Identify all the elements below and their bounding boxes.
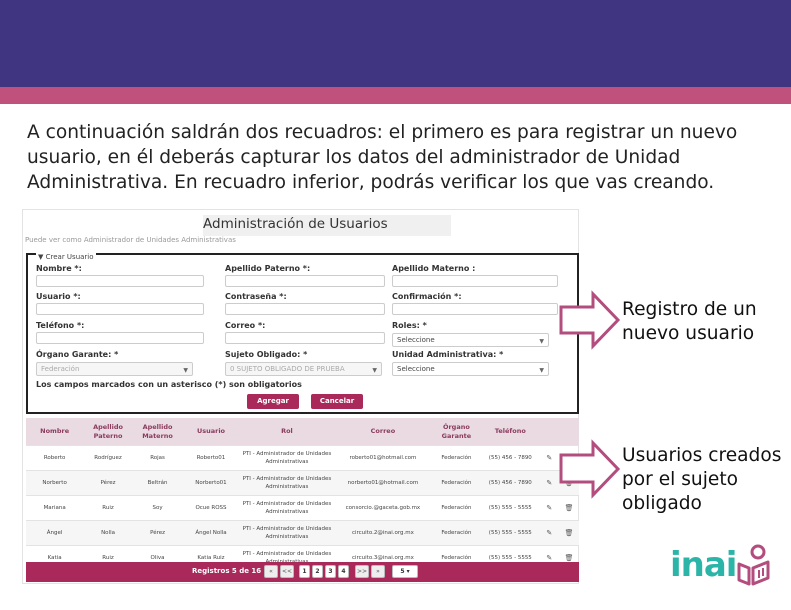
table-cell: PTI - Administrador de Unidades Administrativas bbox=[240, 521, 335, 546]
table-cell: Norberto bbox=[26, 471, 83, 496]
column-header[interactable]: Apellido Materno bbox=[133, 418, 183, 446]
trash-icon[interactable]: 🗑 bbox=[559, 496, 579, 521]
first-page-button[interactable]: « bbox=[264, 565, 278, 578]
table-cell: Soy bbox=[133, 496, 183, 521]
table-cell: norberto01@hotmail.com bbox=[334, 471, 431, 496]
pencil-icon[interactable]: ✎ bbox=[539, 471, 559, 496]
contrasena-label: Contraseña *: bbox=[225, 292, 287, 301]
table-cell: Federación bbox=[432, 446, 482, 471]
pencil-icon[interactable]: ✎ bbox=[539, 521, 559, 546]
table-cell: Rojas bbox=[133, 446, 183, 471]
page-2-button[interactable]: 2 bbox=[312, 565, 323, 578]
table-cell: roberto01@hotmail.com bbox=[334, 446, 431, 471]
page-title: Administración de Usuarios bbox=[203, 216, 388, 232]
column-header[interactable]: Apellido Paterno bbox=[83, 418, 133, 446]
callout-registro: Registro de un nuevo usuario bbox=[622, 299, 757, 344]
apellido-materno-label: Apellido Materno : bbox=[392, 264, 476, 273]
table-cell: Ángel bbox=[26, 521, 83, 546]
table-cell: Katia Ruiz bbox=[182, 546, 239, 571]
page-size-select[interactable]: 5 ▾ bbox=[392, 565, 418, 578]
column-header[interactable]: Rol bbox=[240, 418, 335, 446]
chevron-down-icon: ▼ bbox=[183, 367, 188, 374]
column-header[interactable]: Órgano Garante bbox=[432, 418, 482, 446]
table-cell: Ruiz bbox=[83, 546, 133, 571]
trash-icon[interactable]: 🗑 bbox=[559, 521, 579, 546]
table-cell: Roberto bbox=[26, 446, 83, 471]
add-button[interactable]: Agregar bbox=[247, 394, 299, 409]
table-cell: (55) 456 - 7890 bbox=[481, 446, 539, 471]
page-1-button[interactable]: 1 bbox=[299, 565, 310, 578]
chevron-down-icon: ▾ bbox=[406, 568, 410, 575]
column-header[interactable]: Correo bbox=[334, 418, 431, 446]
confirmacion-label: Confirmación *: bbox=[392, 292, 462, 301]
correo-label: Correo *: bbox=[225, 321, 266, 330]
table-cell: Federación bbox=[432, 521, 482, 546]
unidad-administrativa-select[interactable]: Seleccione ▼ bbox=[392, 362, 549, 376]
prev-pages-button[interactable]: << bbox=[280, 565, 294, 578]
column-header[interactable]: Teléfono bbox=[481, 418, 539, 446]
arrow-right-icon bbox=[561, 443, 618, 495]
arrow-right-icon bbox=[561, 294, 618, 346]
last-page-button[interactable]: » bbox=[371, 565, 385, 578]
nombre-label: Nombre *: bbox=[36, 264, 82, 273]
page-3-button[interactable]: 3 bbox=[325, 565, 336, 578]
required-note: Los campos marcados con un asterisco (*) son obligatorios bbox=[36, 380, 302, 389]
table-cell: circuito.2@inai.org.mx bbox=[334, 521, 431, 546]
table-cell: PTI - Administrador de Unidades bbox=[240, 546, 335, 571]
pencil-icon[interactable]: ✎ bbox=[539, 496, 559, 521]
table-cell: Federación bbox=[432, 496, 482, 521]
page-4-button[interactable]: 4 bbox=[338, 565, 349, 578]
table-cell: Rodríguez bbox=[83, 446, 133, 471]
chevron-down-icon: ▼ bbox=[539, 367, 544, 374]
table-cell: Federación bbox=[432, 471, 482, 496]
roles-label: Roles: * bbox=[392, 321, 427, 330]
table-cell: PTI - Administrador de Unidades Administrativas bbox=[240, 446, 335, 471]
callout-usuarios: Usuarios creados por el sujeto obligado bbox=[622, 445, 782, 514]
roles-select[interactable]: Seleccione ▼ bbox=[392, 333, 549, 347]
cancel-button[interactable]: Cancelar bbox=[311, 394, 363, 409]
table-cell: Katia bbox=[26, 546, 83, 571]
table-cell: (55) 456 - 7890 bbox=[481, 471, 539, 496]
table-cell: (55) 555 - 5555 bbox=[481, 521, 539, 546]
records-count: Registros 5 de 16 bbox=[192, 567, 262, 575]
next-pages-button[interactable]: >> bbox=[355, 565, 369, 578]
pencil-icon[interactable]: ✎ bbox=[539, 546, 559, 571]
pencil-icon[interactable]: ✎ bbox=[539, 446, 559, 471]
table-cell: (55) 555 - 5555 bbox=[481, 496, 539, 521]
table-cell: Oliva bbox=[133, 546, 183, 571]
table-cell: Mariana bbox=[26, 496, 83, 521]
unidad-administrativa-label: Unidad Administrativa: * bbox=[392, 350, 504, 359]
apellido-paterno-label: Apellido Paterno *: bbox=[225, 264, 311, 273]
table-cell: Ruiz bbox=[83, 496, 133, 521]
table-cell: (55) 555 - 5555 bbox=[481, 546, 539, 571]
table-cell: Pérez bbox=[133, 521, 183, 546]
table-cell: circuito.3@inai.org.mx bbox=[334, 546, 431, 571]
organo-garante-select[interactable]: Federación ▼ bbox=[36, 362, 193, 376]
breadcrumb: Puede ver como Administrador de Unidades Administrativas bbox=[25, 236, 236, 244]
inai-logo: inai bbox=[670, 545, 737, 585]
table-cell: Ocue ROSS bbox=[182, 496, 239, 521]
table-cell: Ángel Nolla bbox=[182, 521, 239, 546]
usuario-label: Usuario *: bbox=[36, 292, 81, 301]
table-cell: Norberto01 bbox=[182, 471, 239, 496]
chevron-down-icon: ▼ bbox=[372, 367, 377, 374]
table-cell: consorcio.@gaceta.gob.mx bbox=[334, 496, 431, 521]
table-cell: Beltrán bbox=[133, 471, 183, 496]
form-legend[interactable]: ▼ Crear Usuario bbox=[38, 253, 94, 261]
chevron-down-icon: ▼ bbox=[539, 338, 544, 345]
sujeto-obligado-select[interactable]: 0 SUJETO OBLIGADO DE PRUEBA ▼ bbox=[225, 362, 382, 376]
table-cell: PTI - Administrador de Unidades Administrativas bbox=[240, 496, 335, 521]
table-cell: Nolla bbox=[83, 521, 133, 546]
organo-garante-label: Órgano Garante: * bbox=[36, 350, 119, 359]
table-cell: PTI - Administrador de Unidades Administrativas bbox=[240, 471, 335, 496]
intro-text: A continuación saldrán dos recuadros: el primero es para registrar un nuevo usuario, en él deberás capturar los datos del administrador de Unidad Administrativa. En recuadro inferior, podrás verificar los que vas creando. bbox=[27, 122, 738, 193]
column-header[interactable]: Usuario bbox=[182, 418, 239, 446]
table-cell: Pérez bbox=[83, 471, 133, 496]
inai-logo-icon bbox=[736, 544, 772, 586]
column-header[interactable]: Nombre bbox=[26, 418, 83, 446]
table-cell: Federación bbox=[432, 546, 482, 571]
sujeto-obligado-label: Sujeto Obligado: * bbox=[225, 350, 308, 359]
trash-icon[interactable]: 🗑 bbox=[559, 546, 579, 571]
table-cell: Roberto01 bbox=[182, 446, 239, 471]
telefono-label: Teléfono *: bbox=[36, 321, 85, 330]
